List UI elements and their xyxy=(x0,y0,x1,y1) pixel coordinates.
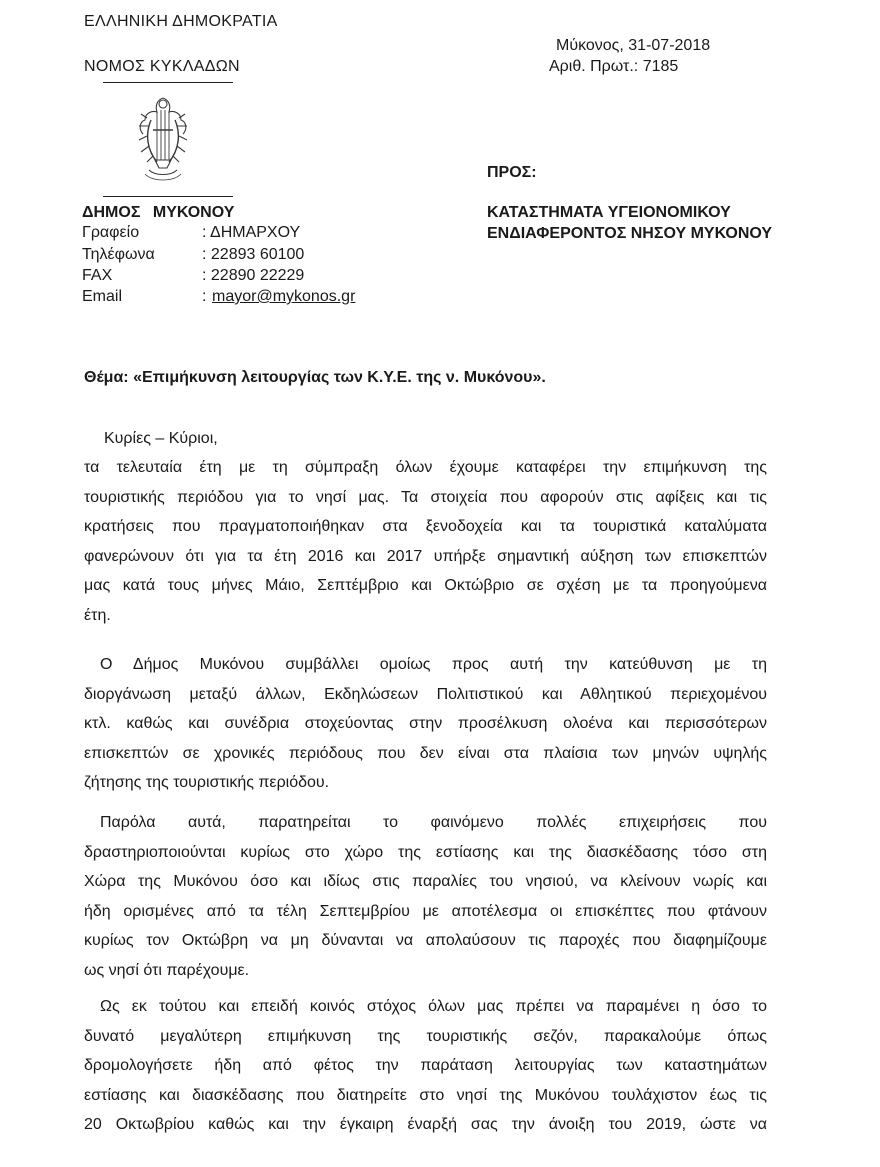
paragraph-line: δραστηριοποιούνται κυρίως στο χώρο της εστίασης και της διασκέδασης τόσο στη xyxy=(84,843,767,861)
body-paragraph-4 xyxy=(84,992,767,1140)
paragraph-line: κρατήσεις που πραγματοποιήθηκαν στα ξενοδοχεία και τα τουριστικά καταλύματα xyxy=(84,518,767,535)
header-divider-top xyxy=(103,82,233,83)
municipality-heading: ΔΗΜΟΣ ΜΥΚΟΝΟΥ xyxy=(82,204,235,221)
paragraph-line: επισκεπτών σε χρονικές περιόδους που δεν είναι στα πλαίσια των μηνών υψηλής xyxy=(84,744,767,762)
paragraph-line: Χώρα της Μυκόνου όσο και ιδίως στις παραλίες του νησιού, να κλείνουν νωρίς και xyxy=(84,873,767,890)
paragraph-line: δυνατό μεγαλύτερη επιμήκυνση της τουριστικής σεζόν, παρακαλούμε όπως xyxy=(84,1027,767,1045)
paragraph-line: Παρόλα αυτά, παρατηρείται το φαινόμενο πολλές επιχειρήσεις που xyxy=(100,814,767,831)
coat-of-arms-emblem xyxy=(127,90,199,186)
paragraph-line: εστίασης και διασκέδασης που διατηρείτε στο νησί της Μυκόνου τουλάχιστον έως τις xyxy=(84,1086,767,1104)
header-divider-bottom xyxy=(103,196,233,197)
contact-email-colon: : xyxy=(202,288,207,305)
paragraph-line: διοργάνωση μεταξύ άλλων, Εκδηλώσεων Πολιτιστικού και Αθλητικού περιεχομένου xyxy=(84,685,767,703)
contact-office-label: Γραφείο xyxy=(82,224,140,241)
paragraph-line: ως νησί ότι παρέχουμε. xyxy=(84,961,250,979)
recipient-to-label: ΠΡΟΣ: xyxy=(487,164,537,181)
paragraph-line: ζήτησης της τουριστικής περιόδου. xyxy=(84,774,330,791)
contact-email-link[interactable]: mayor@mykonos.gr xyxy=(212,288,356,305)
recipient-line-1: ΚΑΤΑΣΤΗΜΑΤΑ ΥΓΕΙΟΝΟΜΙΚΟΥ xyxy=(487,204,731,221)
contact-email-label: Email xyxy=(82,288,123,305)
paragraph-line: κυρίως τον Οκτώβρη να μη δύνανται να απολαύσουν τις παροχές που διαφημίζουμε xyxy=(84,932,767,949)
contact-fax-value: : 22890 22229 xyxy=(202,267,305,284)
paragraph-line: φανερώνουν ότι για τα έτη 2016 και 2017 υπήρξε σημαντική αύξηση των επισκεπτών xyxy=(84,547,767,565)
prefecture-heading: ΝΟΜΟΣ ΚΥΚΛΑΔΩΝ xyxy=(84,58,240,75)
body-paragraph-1 xyxy=(84,453,767,630)
paragraph-line: έτη. xyxy=(84,606,111,624)
recipient-line-2: ΕΝΔΙΑΦΕΡΟΝΤΟΣ ΝΗΣΟΥ ΜΥΚΟΝΟΥ xyxy=(487,225,773,242)
protocol-number: Αριθ. Πρωτ.: 7185 xyxy=(549,58,679,75)
paragraph-line: δρομολογήσετε ήδη από φέτος την παράταση λειτουργίας των καταστημάτων xyxy=(84,1057,767,1074)
paragraph-line: Ως εκ τούτου και επειδή κοινός στόχος όλων μας πρέπει να παραμένει η όσο το xyxy=(100,998,767,1015)
contact-phone-value: : 22893 60100 xyxy=(202,246,305,263)
salutation: Κυρίες – Κύριοι, xyxy=(104,430,218,447)
paragraph-line: τα τελευταία έτη με τη σύμπραξη όλων έχουμε καταφέρει την επιμήκυνση της xyxy=(84,459,767,476)
paragraph-line: ήδη ορισμένες από τα τέλη Σεπτεμβρίου με αποτέλεσμα οι επισκέπτες που φτάνουν xyxy=(84,902,767,920)
body-paragraph-3 xyxy=(84,808,767,985)
paragraph-line: κτλ. καθώς και συνέδρια στοχεύοντας στην προσέλκυση ολοένα και περισσότερων xyxy=(84,715,767,732)
body-paragraph-2 xyxy=(84,650,767,798)
paragraph-line: μας κατά τους μήνες Μάιο, Σεπτέμβριο και Οκτώβριο σε σχέση με τα προηγούμενα xyxy=(84,577,767,594)
subject-line: Θέμα: «Επιμήκυνση λειτουργίας των Κ.Υ.Ε. της ν. Μυκόνου». xyxy=(84,369,546,386)
place-date: Μύκονος, 31-07-2018 xyxy=(556,37,711,54)
paragraph-line: Ο Δήμος Μυκόνου συμβάλλει ομοίως προς αυτή την κατεύθυνση με τη xyxy=(100,656,767,673)
contact-office-value: : ΔΗΜΑΡΧΟΥ xyxy=(202,224,301,241)
republic-heading: ΕΛΛΗΝΙΚΗ ΔΗΜΟΚΡΑΤΙΑ xyxy=(84,13,278,30)
paragraph-line: τουριστικής περιόδου για το νησί μας. Τα στοιχεία που αφορούν στις αφίξεις και τις xyxy=(84,488,767,506)
contact-fax-label: FAX xyxy=(82,267,113,284)
contact-phone-label: Τηλέφωνα xyxy=(82,246,155,263)
paragraph-line: 20 Οκτωβρίου καθώς και την έγκαιρη έναρξή σας την άνοιξη του 2019, ώστε να xyxy=(84,1116,767,1133)
